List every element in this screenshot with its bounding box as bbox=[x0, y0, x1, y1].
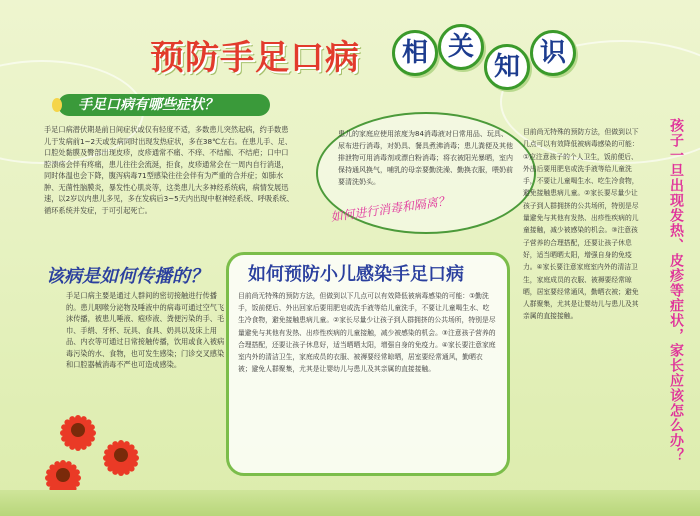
subtitle-char: 相 bbox=[392, 30, 438, 76]
symptoms-heading: 手足口病有哪些症状？ bbox=[58, 94, 270, 116]
gerbera-flower-icon bbox=[96, 430, 146, 480]
flower-core bbox=[56, 468, 70, 482]
spread-heading: 该病是如何传播的？ bbox=[46, 266, 208, 287]
vertical-alert: 孩子一旦出现发热、皮疹等症状，家长应该怎么办？ bbox=[668, 118, 684, 463]
spread-text: 手足口病主要是通过人群间的密切接触进行传播的。患儿咽喉分泌物及唾液中的病毒可通过空气飞沫传播，被患儿唾液、疱疹液、粪便污染的手、毛巾、手绢、牙杯、玩具、食具、奶具以及床上用品、内衣等可通过日常接触传播，饮用或食入被病毒污染的水、食物，也可发生感染；门诊交叉感染和口腔器械消毒不严也可造成感染。 bbox=[66, 291, 225, 369]
symptoms-text: 手足口病潜伏期是前日间症状或仅有轻度不适，多数患儿突然起病，约手数患儿于发病前1~2天或发病同时出现发热症状，多在38℃左右。在患儿手、足、口腔处黏膜及臀部出现皮疹，皮疹通常不痛、不痒、不结痂、不结疤；口中口腔溃疡会伴有疼痛，患儿往往会流涎，拒食，皮疹通常会在一周内自行消退，同时体温也会下降，腹泻病毒71型感染往往会伴有为严重的合并症；如肺水肿、无菌性脑膜炎，暴发性心肌炎等，这类患儿大多神经系统病，病情发展迅速，以2岁以内患儿多见，多在发病后3~5天内出现中枢神经系统、呼吸系统、循环系统并发症，于可引起死亡。 bbox=[44, 125, 294, 215]
prevent-heading: 如何预防小儿感染手足口病 bbox=[248, 264, 464, 285]
right-column-text: 目前尚无特殊的预防方法，但做到以下几点可以有效降低被病毒感染的可能：①应注意孩子的个人卫生，饭前便后、外出后要用肥皂或洗手液等给儿童洗手，不要让儿童喝生水、吃生冷食物，避免接触患病儿童。②家长要尽量少让孩子到人群拥挤的公共场所，特别是尽量避免与其他有发热、出疹性疾病的儿童接触，减少被感染的机会。③注意孩子营养的合理搭配，还要让孩子休息好，适当晒晒太阳，增强自身的免疫力。④家长要注意家庭室内外的清洁卫生，家庭成员的衣服、被褥要经常晾晒，居室要经常通风，勤晒衣被；避免人群聚集，尤其是让婴幼儿与患儿及其亲属的直接接触。 bbox=[523, 128, 639, 321]
prevent-text: 目前尚无特殊的预防方法，但做到以下几点可以有效降低被病毒感染的可能：①勤洗手，饭前便后、外出回家后要用肥皂或洗手液等给儿童洗手，不要让儿童喝生水、吃生冷食物，避免接触患病儿童。②家长尽量少让孩子到人群拥挤的公共场所，特别是尽量避免与其他有发热、出疹性疾病的儿童接触，减少被感染的机会。③注意孩子营养的合理搭配，还要让孩子休息好，适当晒晒太阳，增强自身的免疫力。④家长要注意家庭室内外的清洁卫生，家庭成员的衣服、被褥要经常晾晒，居室要经常通风，勤晒衣被；避免人群聚集，尤其是让婴幼儿与患儿及其亲属的直接接触。 bbox=[238, 292, 496, 374]
flower-core bbox=[114, 448, 128, 462]
subtitle-char: 知 bbox=[484, 44, 530, 90]
subtitle-char: 识 bbox=[530, 30, 576, 76]
bottom-band bbox=[0, 490, 700, 516]
poster-title: 预防手足口病 bbox=[150, 38, 360, 78]
subtitle-char: 关 bbox=[438, 24, 484, 70]
flower-core bbox=[71, 423, 85, 437]
disinfect-text: 患儿的家庭应使用浓度为84消毒液对日常用品、玩具、尿布进行消毒，对奶具、餐具煮沸消毒；患儿粪便及其他排泄物可用消毒剂或漂白粉消毒；将衣被阳光暴晒，室内保持通风换气，哺乳的母亲要勤洗澡、勤换衣服，喂奶前要清洗奶头。 bbox=[338, 130, 513, 186]
poster-subtitle bbox=[392, 30, 576, 90]
disinfect-caption: 如何进行消毒和隔离？ bbox=[329, 193, 451, 225]
